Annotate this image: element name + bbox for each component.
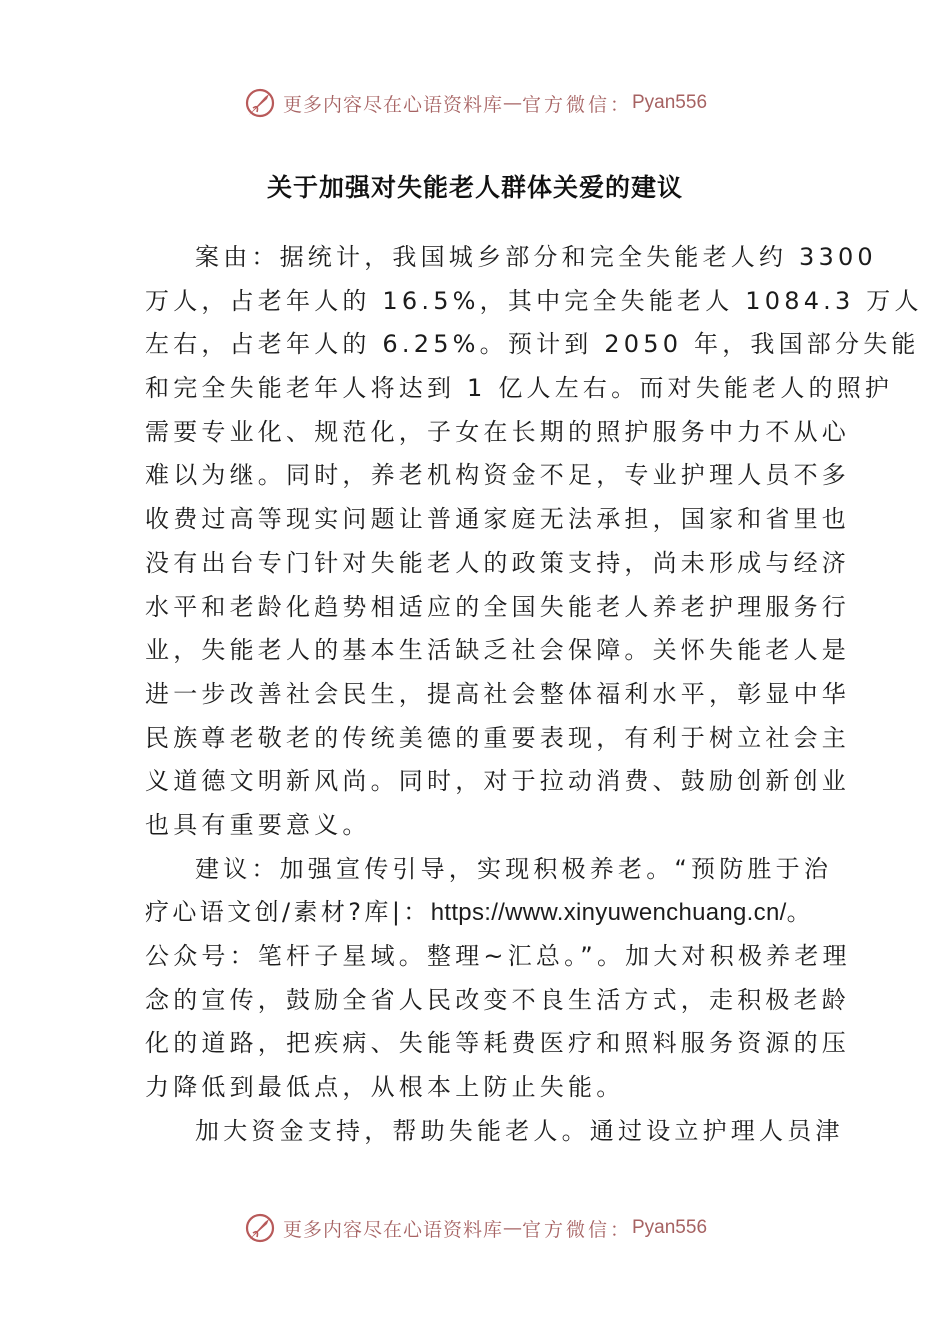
text-line: 没有出台专门针对失能老人的政策支持，尚未形成与经济: [145, 548, 850, 577]
text-fragment: 疗心语文创/素材?库|：: [145, 898, 431, 927]
document-title: 关于加强对失能老人群体关爱的建议: [266, 173, 683, 202]
footer-wechat-id: Pyan556: [632, 1217, 708, 1238]
text-line: 也具有重要意义。: [145, 810, 371, 839]
header-text: 更多内容尽在心语资料库: [282, 93, 503, 116]
document-body: [145, 236, 923, 1153]
text-line: 和完全失能老年人将达到 1 亿人左右。而对失能老人的照护: [145, 374, 894, 403]
text-line: 业，失能老人的基本生活缺乏社会保障。关怀失能老人是: [145, 636, 850, 665]
header-separator: —: [502, 92, 522, 114]
text-line: 难以为继。同时，养老机构资金不足，专业护理人员不多: [145, 461, 850, 490]
text-line-with-link: [145, 891, 814, 935]
text-line: 需要专业化、规范化，子女在长期的照护服务中力不从心: [145, 417, 850, 446]
header-banner: [0, 83, 950, 123]
website-link[interactable]: https://www.xinyuwenchuang.cn/: [430, 899, 787, 927]
header-wechat-label: 官方微信：: [521, 93, 632, 116]
text-line: 收费过高等现实问题让普通家庭无法承担，国家和省里也: [145, 505, 850, 534]
text-line: 民族尊老敬老的传统美德的重要表现，有利于树立社会主: [145, 723, 850, 752]
text-line: 公众号：笔杆子星域。整理~汇总。”。加大对积极养老理: [145, 942, 851, 970]
text-line: 进一步改善社会民生，提高社会整体福利水平，彰显中华: [145, 679, 850, 708]
header-wechat-id: Pyan556: [632, 92, 708, 113]
footer-wechat-label: 官方微信：: [521, 1218, 632, 1241]
text-line: 力降低到最低点，从根本上防止失能。: [145, 1073, 625, 1102]
text-line: 万人，占老年人的 16.5%，其中完全失能老人 1084.3 万人: [145, 286, 923, 315]
pen-logo-icon: [243, 86, 277, 120]
text-line: 左右，占老年人的 6.25%。预计到 2050 年，我国部分失能: [145, 330, 920, 359]
text-line: 加大资金支持，帮助失能老人。通过设立护理人员津: [195, 1116, 844, 1145]
footer-separator: —: [502, 1217, 522, 1239]
footer-text: 更多内容尽在心语资料库: [282, 1218, 503, 1241]
text-line: 水平和老龄化趋势相适应的全国失能老人养老护理服务行: [145, 592, 850, 621]
text-line: 案由：据统计，我国城乡部分和完全失能老人约 3300: [195, 243, 877, 271]
text-fragment: 。: [786, 898, 814, 927]
footer-banner: [0, 1208, 950, 1248]
text-line: 化的道路，把疾病、失能等耗费医疗和照料服务资源的压: [145, 1029, 850, 1058]
text-line: 建议：加强宣传引导，实现积极养老。“预防胜于治: [195, 854, 833, 883]
text-line: 念的宣传，鼓励全省人民改变不良生活方式，走积极老龄: [145, 985, 850, 1014]
text-line: 义道德文明新风尚。同时，对于拉动消费、鼓励创新创业: [145, 767, 850, 796]
pen-logo-icon: [243, 1211, 277, 1245]
